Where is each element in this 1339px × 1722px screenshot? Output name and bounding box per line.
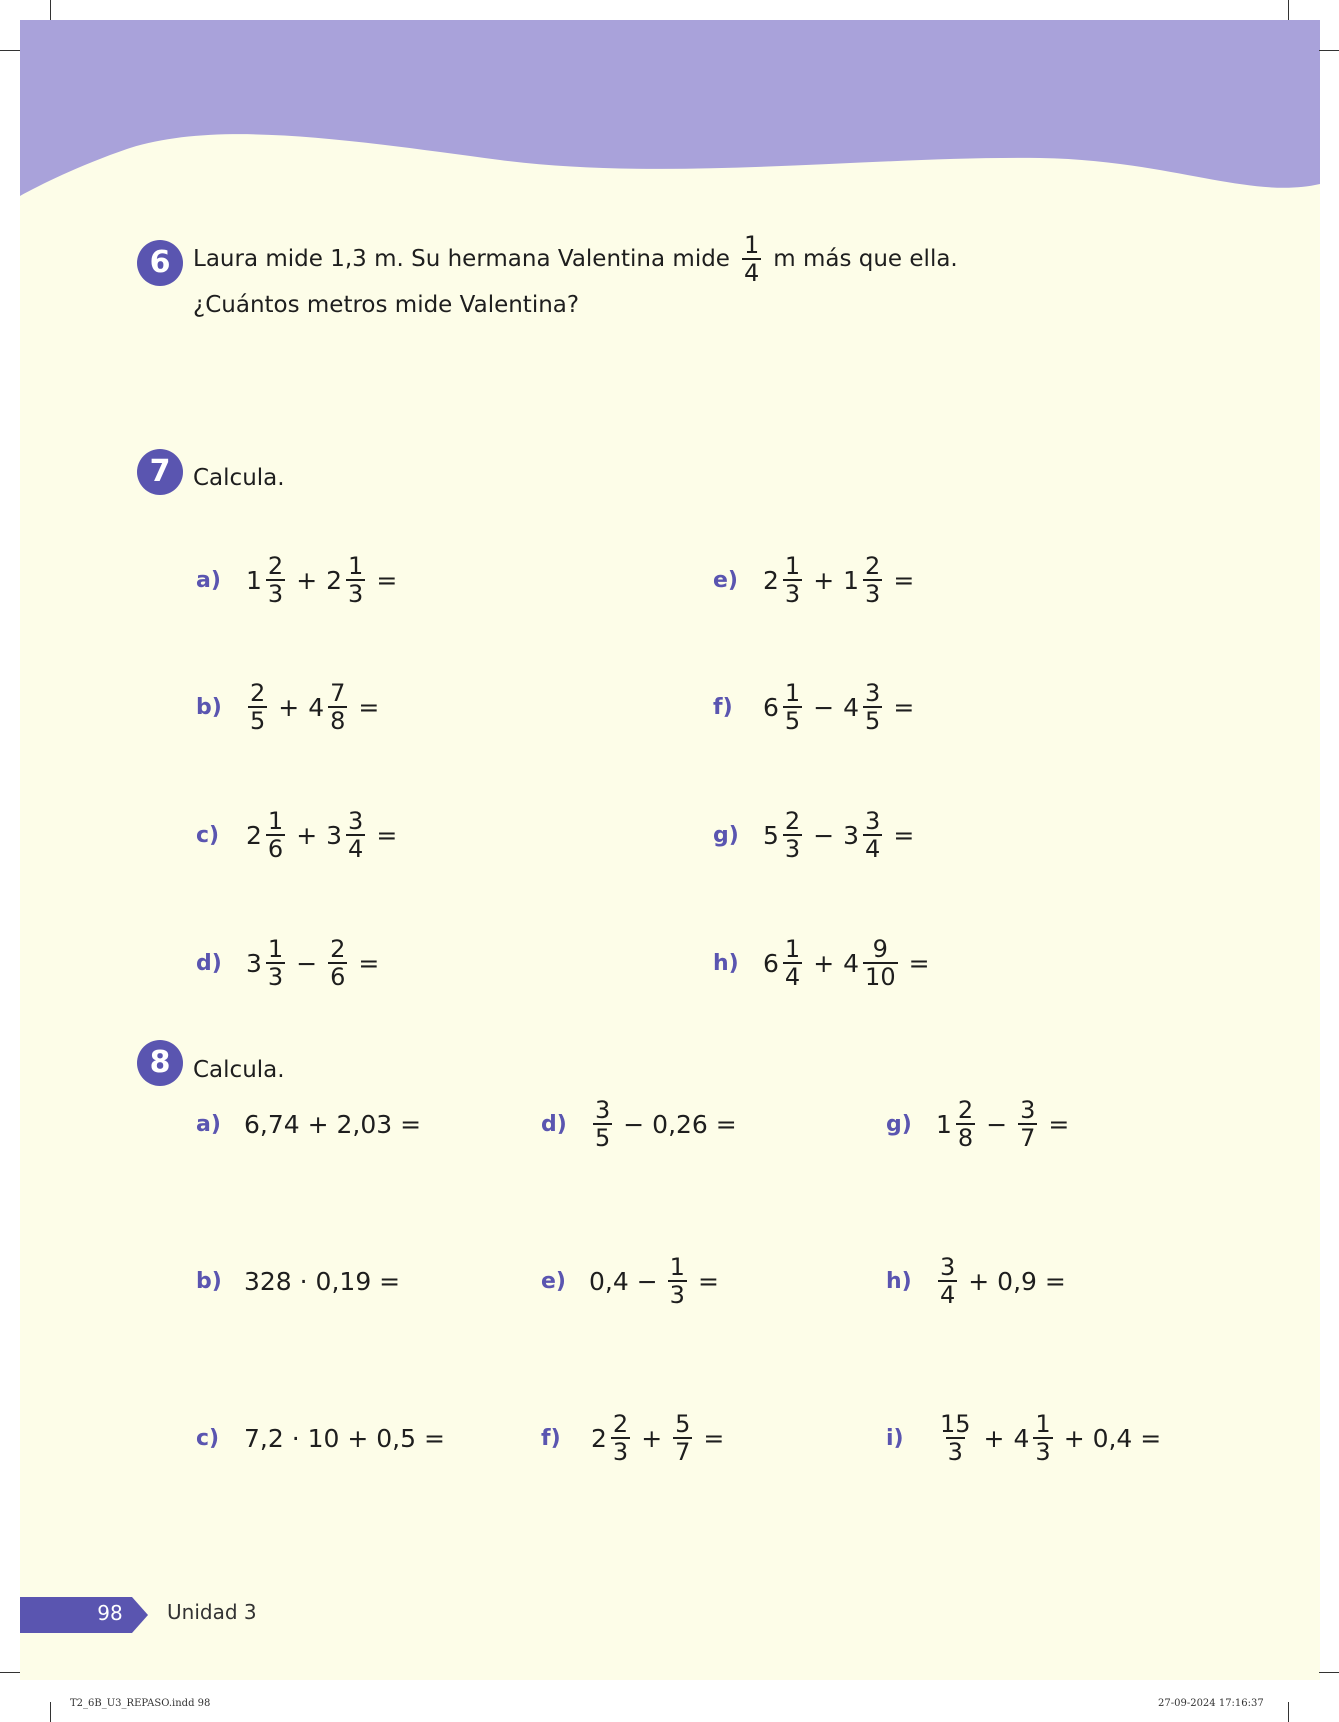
operator: + <box>641 1423 663 1453</box>
equals-sign: = <box>893 565 915 595</box>
operator: + <box>278 692 300 722</box>
fraction <box>346 553 365 607</box>
whole-number: 6 <box>763 692 779 722</box>
item-label: d) <box>196 950 222 976</box>
equals-sign: = <box>376 565 398 595</box>
item-label: b) <box>196 1268 222 1294</box>
fraction <box>863 808 882 862</box>
whole-number: 2 <box>763 565 779 595</box>
item-label: g) <box>886 1111 912 1137</box>
exercise-7d <box>196 928 386 998</box>
operator: − <box>986 1109 1008 1139</box>
denominator: 7 <box>675 1438 691 1466</box>
denominator: 4 <box>865 835 881 863</box>
fraction <box>346 808 365 862</box>
numerator: 1 <box>267 807 284 835</box>
exercise-8b <box>196 1246 400 1316</box>
fraction <box>673 1411 692 1465</box>
numerator: 2 <box>784 807 801 835</box>
crop-mark <box>50 1702 51 1722</box>
numerator: 2 <box>865 552 881 580</box>
expression: − 0,26 = <box>623 1109 737 1139</box>
numerator: 3 <box>940 1253 956 1281</box>
fraction <box>938 1411 973 1465</box>
denominator: 8 <box>330 707 346 735</box>
expression: 0,4 − <box>589 1266 658 1296</box>
numerator: 15 <box>940 1410 971 1438</box>
item-label: b) <box>196 694 222 720</box>
exercise-8d <box>541 1089 744 1159</box>
question-8-badge: 8 <box>137 1040 183 1086</box>
exercise-7h <box>713 928 937 998</box>
whole-number: 3 <box>843 820 860 850</box>
denominator: 6 <box>330 963 346 991</box>
item-label: d) <box>541 1111 567 1137</box>
operator: + <box>813 948 835 978</box>
exercise-7g <box>713 800 921 870</box>
whole-number: 4 <box>843 948 860 978</box>
expression: 7,2 · 10 + 0,5 = <box>244 1423 445 1453</box>
numerator: 1 <box>784 552 801 580</box>
item-label: g) <box>713 822 739 848</box>
numerator: 3 <box>595 1096 611 1124</box>
whole-number: 3 <box>246 948 262 978</box>
item-label: a) <box>196 567 221 593</box>
item-label: h) <box>886 1268 912 1294</box>
denominator: 5 <box>865 707 881 735</box>
operator: + <box>296 565 318 595</box>
crop-mark <box>1319 1672 1339 1673</box>
denominator: 3 <box>784 580 801 608</box>
denominator: 4 <box>348 835 364 863</box>
numerator: 2 <box>250 679 266 707</box>
question-6-line1-a: Laura mide 1,3 m. Su hermana Valentina mide <box>193 246 730 272</box>
item-label: i) <box>886 1425 904 1451</box>
numerator: 1 <box>1035 1410 1051 1438</box>
numerator: 5 <box>675 1410 691 1438</box>
denominator: 4 <box>940 1281 956 1309</box>
denominator: 3 <box>947 1438 963 1466</box>
item-label: c) <box>196 1425 220 1451</box>
header-wave <box>20 20 1320 210</box>
numerator: 1 <box>784 935 801 963</box>
numerator: 2 <box>612 1410 629 1438</box>
fraction <box>956 1097 975 1151</box>
whole-number: 6 <box>763 948 779 978</box>
question-7-badge: 7 <box>137 449 183 495</box>
numerator: 1 <box>348 552 364 580</box>
denominator: 3 <box>267 963 284 991</box>
exercise-8c <box>196 1403 445 1473</box>
question-6-line1-b: m más que ella. <box>773 246 958 272</box>
fraction <box>863 553 882 607</box>
whole-number: 2 <box>326 565 343 595</box>
exercise-8f <box>541 1403 731 1473</box>
fraction <box>328 936 347 990</box>
item-label: c) <box>196 822 220 848</box>
numerator: 1 <box>669 1253 685 1281</box>
exercise-8g <box>886 1089 1076 1159</box>
equals-sign: = <box>893 820 915 850</box>
operator: − <box>813 692 835 722</box>
exercise-7b <box>196 672 386 742</box>
denominator: 7 <box>1020 1124 1036 1152</box>
question-6-line2: ¿Cuántos metros mide Valentina? <box>193 292 580 318</box>
fraction <box>1033 1411 1052 1465</box>
exercise-7c <box>196 800 404 870</box>
whole-number: 1 <box>843 565 860 595</box>
whole-number: 4 <box>843 692 860 722</box>
denominator: 3 <box>1035 1438 1051 1466</box>
exercise-8e <box>541 1246 726 1316</box>
fraction <box>783 936 802 990</box>
crop-mark <box>1288 0 1289 20</box>
item-label: e) <box>541 1268 566 1294</box>
numerator: 1 <box>784 679 801 707</box>
exercise-7a <box>196 545 404 615</box>
fraction <box>266 553 285 607</box>
numerator: 7 <box>330 679 346 707</box>
denominator: 5 <box>784 707 801 735</box>
fraction <box>863 936 898 990</box>
crop-mark <box>0 1672 20 1673</box>
denominator: 3 <box>612 1438 629 1466</box>
equals-sign: = <box>1048 1109 1070 1139</box>
numerator: 2 <box>330 935 346 963</box>
operator: + <box>983 1423 1005 1453</box>
fraction <box>593 1097 612 1151</box>
question-8-title: Calcula. <box>193 1057 285 1083</box>
expression: + 0,9 = <box>968 1266 1066 1296</box>
numerator: 9 <box>872 935 888 963</box>
whole-number: 4 <box>308 692 325 722</box>
question-6-badge: 6 <box>137 240 183 286</box>
denominator: 3 <box>348 580 364 608</box>
fraction <box>668 1254 687 1308</box>
fraction <box>783 680 802 734</box>
whole-number: 1 <box>936 1109 952 1139</box>
denominator: 5 <box>250 707 266 735</box>
fraction <box>742 232 761 286</box>
fraction <box>783 553 802 607</box>
fraction <box>248 680 267 734</box>
numerator: 2 <box>957 1096 974 1124</box>
crop-mark <box>0 50 20 51</box>
operator: + <box>296 820 318 850</box>
expression: + 0,4 = <box>1063 1423 1162 1453</box>
operator: + <box>813 565 835 595</box>
denominator: 8 <box>957 1124 974 1152</box>
item-label: h) <box>713 950 739 976</box>
equals-sign: = <box>358 948 380 978</box>
whole-number: 2 <box>591 1423 607 1453</box>
numerator: 2 <box>267 552 284 580</box>
page-number: 98 <box>97 1601 123 1625</box>
exercise-8i <box>886 1403 1168 1473</box>
denominator: 4 <box>784 963 801 991</box>
denominator: 5 <box>595 1124 611 1152</box>
date-slug: 27-09-2024 17:16:37 <box>1158 1698 1264 1709</box>
denominator: 3 <box>669 1281 685 1309</box>
crop-mark <box>1288 1702 1289 1722</box>
equals-sign: = <box>358 692 380 722</box>
operator: − <box>296 948 318 978</box>
fraction <box>266 936 285 990</box>
numerator: 1 <box>267 935 284 963</box>
fraction <box>611 1411 630 1465</box>
exercise-7f <box>713 672 921 742</box>
whole-number: 4 <box>1013 1423 1030 1453</box>
denominator: 3 <box>865 580 881 608</box>
whole-number: 3 <box>326 820 343 850</box>
question-6-text <box>193 232 958 324</box>
item-label: f) <box>713 694 733 720</box>
whole-number: 5 <box>763 820 779 850</box>
question-7-title: Calcula. <box>193 465 285 491</box>
equals-sign: = <box>376 820 398 850</box>
exercise-7e <box>713 545 921 615</box>
file-slug: T2_6B_U3_REPASO.indd 98 <box>70 1698 211 1709</box>
fraction <box>1018 1097 1037 1151</box>
denominator: 10 <box>865 963 896 991</box>
numerator: 1 <box>743 231 760 259</box>
numerator: 3 <box>348 807 364 835</box>
expression: 6,74 + 2,03 = <box>244 1109 422 1139</box>
equals-sign: = <box>703 1423 725 1453</box>
crop-mark <box>50 0 51 20</box>
item-label: e) <box>713 567 738 593</box>
denominator: 3 <box>784 835 801 863</box>
whole-number: 1 <box>246 565 262 595</box>
fraction <box>863 680 882 734</box>
expression: 328 · 0,19 = <box>244 1266 401 1296</box>
crop-mark <box>1319 50 1339 51</box>
fraction <box>938 1254 957 1308</box>
equals-sign: = <box>893 692 915 722</box>
numerator: 3 <box>1020 1096 1036 1124</box>
denominator: 4 <box>743 259 760 287</box>
exercise-8a <box>196 1089 421 1159</box>
item-label: f) <box>541 1425 561 1451</box>
numerator: 3 <box>865 807 881 835</box>
equals-sign: = <box>697 1266 719 1296</box>
fraction <box>266 808 285 862</box>
denominator: 6 <box>267 835 284 863</box>
denominator: 3 <box>267 580 284 608</box>
fraction <box>783 808 802 862</box>
fraction <box>328 680 347 734</box>
item-label: a) <box>196 1111 221 1137</box>
equals-sign: = <box>908 948 930 978</box>
numerator: 3 <box>865 679 881 707</box>
unit-label: Unidad 3 <box>167 1600 257 1624</box>
exercise-8h <box>886 1246 1073 1316</box>
whole-number: 2 <box>246 820 262 850</box>
operator: − <box>813 820 835 850</box>
